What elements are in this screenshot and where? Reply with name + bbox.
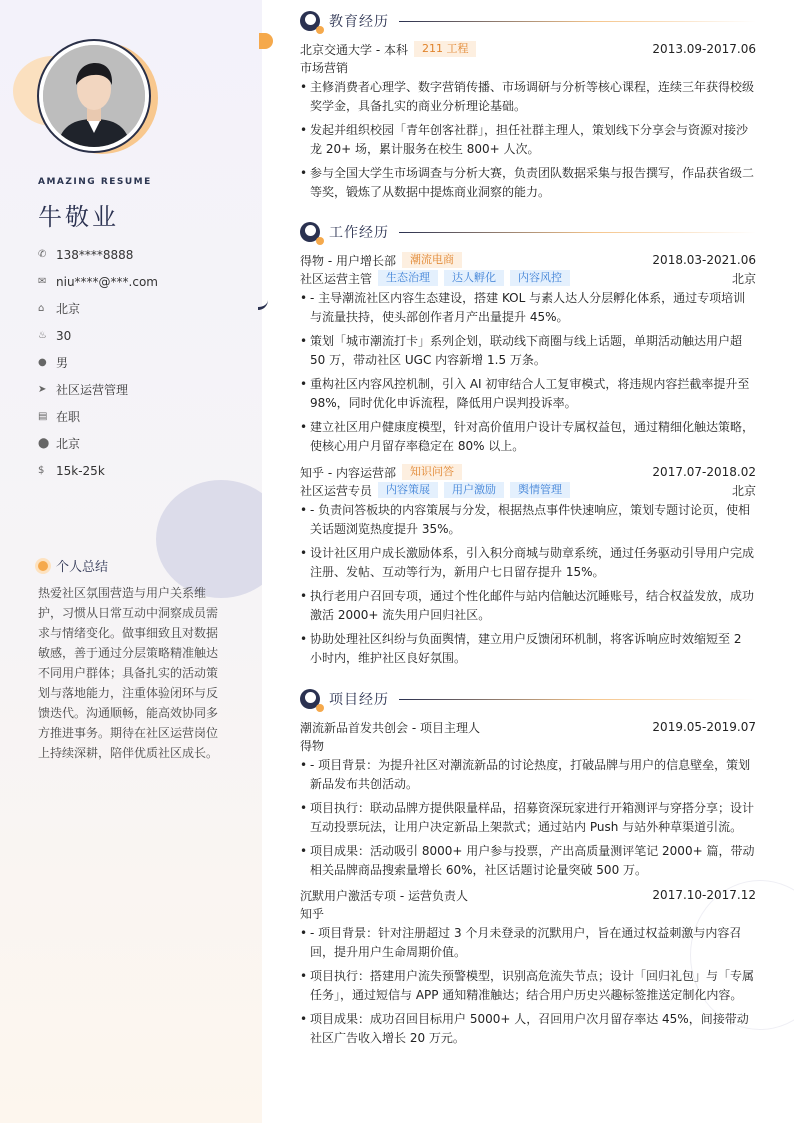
projects-section-heading <box>300 689 756 709</box>
sidebar <box>0 0 262 1123</box>
section-icon <box>300 11 320 31</box>
project-bullets <box>300 924 756 1048</box>
home-icon: ⌂ <box>38 303 45 314</box>
project-name: 沉默用户激活专项 - 运营负责人 <box>300 888 468 903</box>
hometown-value: 北京 <box>56 302 81 316</box>
education-bullets <box>300 78 756 202</box>
contact-info-list <box>38 241 248 484</box>
info-salary <box>38 457 248 484</box>
education-section-heading <box>300 11 756 31</box>
work-section-heading <box>300 222 756 242</box>
decorative-blob <box>156 480 262 598</box>
list-item: • 项目执行：搭建用户流失预警模型，识别高危流失节点；设计「回归礼包」与「专属任务」，通过短信与 APP 通知精准触达；结合用户历史兴趣标签推送定制化内容。 <box>300 967 756 1005</box>
info-phone <box>38 241 248 268</box>
work-entry <box>300 463 756 673</box>
job-date: 2018.03-2021.06 <box>652 253 756 267</box>
email-value: niu****@***.com <box>56 274 158 289</box>
info-email <box>38 268 248 295</box>
section-divider <box>399 21 756 22</box>
decorative-arc <box>258 296 268 310</box>
list-item: • - 项目背景：为提升社区对潮流新品的讨论热度，打破品牌与用户的信息壁垒，策划新品发布共创活动。 <box>300 756 756 794</box>
info-hometown <box>38 295 248 322</box>
company-tag: 潮流电商 <box>402 252 462 268</box>
phone-value: 138****8888 <box>56 247 134 262</box>
section-icon <box>300 689 320 709</box>
job-city: 北京 <box>731 483 756 498</box>
section-title: 教育经历 <box>329 14 389 30</box>
list-item: • 重构社区内容风控机制，引入 AI 初审结合人工复审模式，将违规内容拦截率提升至 98%，同时优化申诉流程，降低用户误判投诉率。 <box>300 375 756 413</box>
job-city: 北京 <box>731 271 756 286</box>
company-name: 知乎 - 内容运营部 <box>300 465 396 480</box>
cake-icon: ♨ <box>38 330 47 341</box>
salary-icon: $ <box>38 465 45 476</box>
work-entry <box>300 251 756 461</box>
salary-value: 15k-25k <box>56 463 105 478</box>
info-status <box>38 403 248 430</box>
send-icon: ➤ <box>38 384 47 395</box>
school-tag: 211 工程 <box>414 41 477 57</box>
list-item: • 主修消费者心理学、数字营销传播、市场调研与分析等核心课程，连续三年获得校级奖学金，具备扎实的商业分析理论基础。 <box>300 78 756 116</box>
list-item: • 协助处理社区纠纷与负面舆情，建立用户反馈闭环机制，将客诉响应时效缩短至 2 小时内，维护社区良好氛围。 <box>300 630 756 668</box>
list-item: • - 负责问答板块的内容策展与分发，根据热点事件快速响应，策划专题讨论页，使相关话题浏览热度提升 35%。 <box>300 501 756 539</box>
section-title: 项目经历 <box>329 692 389 708</box>
section-divider <box>399 232 756 233</box>
company-tag: 知识问答 <box>402 464 462 480</box>
role-tag: 舆情管理 <box>510 482 570 498</box>
target-role-value: 社区运营管理 <box>56 383 129 397</box>
list-item: • - 主导潮流社区内容生态建设，搭建 KOL 与素人达人分层孵化体系，通过专项培训与流量扶持，使头部创作者月产出量提升 45%。 <box>300 289 756 327</box>
project-date: 2017.10-2017.12 <box>652 888 756 902</box>
project-entry <box>300 886 756 1053</box>
project-org: 知乎 <box>300 906 325 921</box>
list-item: • 参与全国大学生市场调查与分析大赛，负责团队数据采集与报告撰写，作品获省级二等奖，锻炼了从数据中提炼商业洞察的能力。 <box>300 164 756 202</box>
major: 市场营销 <box>300 60 349 75</box>
project-org: 得物 <box>300 738 325 753</box>
info-age <box>38 322 248 349</box>
section-title: 工作经历 <box>329 225 389 241</box>
list-item: • 发起并组织校园「青年创客社群」，担任社群主理人，策划线下分享会与资源对接沙龙 20+ 场，累计服务在校生 800+ 人次。 <box>300 121 756 159</box>
education-date: 2013.09-2017.06 <box>652 42 756 56</box>
candidate-name: 牛敬业 <box>38 203 119 231</box>
status-value: 在职 <box>56 410 81 424</box>
role-tag: 达人孵化 <box>444 270 504 286</box>
info-target-role <box>38 376 248 403</box>
person-photo-icon <box>43 45 145 147</box>
summary-text: 热爱社区氛围营造与用户关系维护，习惯从日常互动中洞察成员需求与情绪变化。做事细致且对数据敏感，善于通过分层策略精准触达不同用户群体；具备扎实的活动策划与落地能力，注重体验闭环与反馈迭代。沟通顺畅，能高效协同多方推进事务。期待在社区运营岗位上持续深耕，陪伴优质社区成长。 <box>38 586 219 760</box>
list-item: • 建立社区用户健康度模型，针对高价值用户设计专属权益包，通过精细化触达策略，使核心用户月留存率稳定在 80% 以上。 <box>300 418 756 456</box>
company-name: 得物 - 用户增长部 <box>300 253 396 268</box>
project-date: 2019.05-2019.07 <box>652 720 756 734</box>
job-date: 2017.07-2018.02 <box>652 465 756 479</box>
section-divider <box>399 699 756 700</box>
project-bullets <box>300 756 756 880</box>
role-tag: 用户激励 <box>444 482 504 498</box>
list-item: • 执行老用户召回专项，通过个性化邮件与站内信触达沉睡账号，结合权益发放，成功激活 2000+ 流失用户回归社区。 <box>300 587 756 625</box>
mail-icon: ✉ <box>38 276 47 287</box>
location-value: 北京 <box>56 437 81 451</box>
job-role: 社区运营主管 <box>300 271 373 286</box>
list-item: • 项目成果：活动吸引 8000+ 用户参与投票，产出高质量测评笔记 2000+ 篇，带动相关品牌商品搜索量增长 60%，社区话题讨论量突破 500 万。 <box>300 842 756 880</box>
project-entry <box>300 718 756 885</box>
gender-icon: ● <box>38 357 47 368</box>
role-tag: 内容风控 <box>510 270 570 286</box>
info-gender <box>38 349 248 376</box>
list-item: • 项目执行：联动品牌方提供限量样品，招募资深玩家进行开箱测评与穿搭分享；设计互动投票玩法，让用户决定新品上架款式；通过站内 Push 与站外种草渠道引流。 <box>300 799 756 837</box>
summary-title: 个人总结 <box>56 560 109 575</box>
school-name: 北京交通大学 - 本科 <box>300 42 408 57</box>
role-tag: 内容策展 <box>378 482 438 498</box>
list-item: • - 项目背景：针对注册超过 3 个月未登录的沉默用户，旨在通过权益刺激与内容召回，提升用户生命周期价值。 <box>300 924 756 962</box>
section-icon <box>300 222 320 242</box>
age-value: 30 <box>56 328 72 343</box>
briefcase-icon: ▤ <box>38 411 48 422</box>
job-role: 社区运营专员 <box>300 483 373 498</box>
resume-tagline: AMAZING RESUME <box>38 177 152 187</box>
summary-heading <box>38 556 108 575</box>
location-icon: ⬤ <box>38 438 50 449</box>
phone-icon: ✆ <box>38 249 47 260</box>
gender-value: 男 <box>56 356 69 370</box>
profile-photo <box>43 45 145 147</box>
job-bullets <box>300 289 756 456</box>
decorative-half-circle <box>259 33 273 49</box>
project-name: 潮流新品首发共创会 - 项目主理人 <box>300 720 480 735</box>
job-bullets <box>300 501 756 668</box>
list-item: • 项目成果：成功召回目标用户 5000+ 人，召回用户次月留存率达 45%，间接带动社区广告收入增长 20 万元。 <box>300 1010 756 1048</box>
list-item: • 设计社区用户成长激励体系，引入积分商城与勋章系统，通过任务驱动引导用户完成注册、发帖、互动等行为，新用户七日留存提升 15%。 <box>300 544 756 582</box>
role-tag: 生态治理 <box>378 270 438 286</box>
education-entry <box>300 40 756 207</box>
avatar <box>37 39 151 153</box>
list-item: • 策划「城市潮流打卡」系列企划，联动线下商圈与线上话题，单期活动触达用户超 50 万，带动社区 UGC 内容新增 1.5 万条。 <box>300 332 756 370</box>
info-location <box>38 430 248 457</box>
dot-icon <box>38 561 48 571</box>
